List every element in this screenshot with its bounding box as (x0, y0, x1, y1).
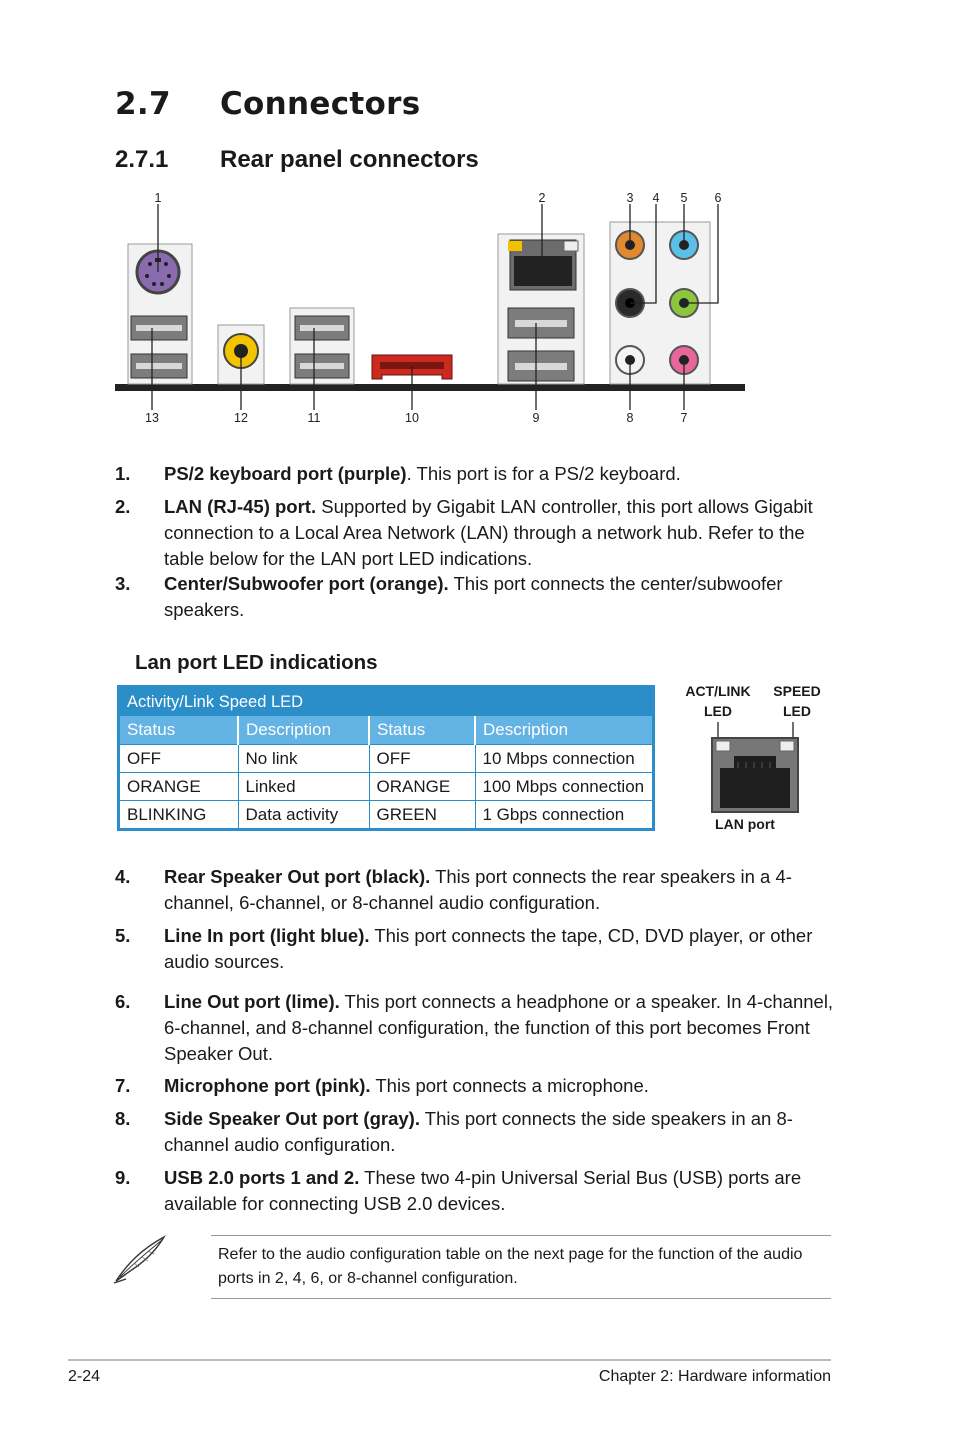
table-cell: No link (238, 745, 369, 773)
list-item-title: Side Speaker Out port (gray). (164, 1108, 420, 1129)
lan-port-figure (680, 680, 830, 840)
table-row (119, 801, 654, 830)
list-item (115, 1165, 835, 1217)
table-header: Description (475, 716, 654, 745)
section-title: Connectors (220, 86, 421, 122)
callout-1: 1 (154, 191, 162, 205)
speed-label-led: LED (783, 703, 811, 719)
list-item-title: Center/Subwoofer port (orange). (164, 573, 449, 594)
table-cell: GREEN (369, 801, 475, 830)
table-row (119, 745, 654, 773)
list-item-title: Microphone port (pink). (164, 1075, 371, 1096)
list-item (115, 923, 835, 975)
callout-12: 12 (234, 411, 248, 425)
list-item-text: This port connects the center/subwoofer speakers. (164, 573, 783, 620)
list-item-number: 9. (115, 1167, 131, 1188)
list-item (115, 461, 835, 487)
list-item (115, 864, 835, 916)
table-cell: 100 Mbps connection (475, 773, 654, 801)
callout-13: 13 (145, 411, 159, 425)
table-cell: OFF (119, 745, 239, 773)
list-item-text: This port connects the tape, CD, DVD player, or other audio sources. (164, 925, 813, 972)
list-item-number: 6. (115, 991, 131, 1012)
note-bottom-rule (211, 1298, 831, 1299)
subsection-heading (115, 146, 479, 174)
table-row (119, 773, 654, 801)
list-item (115, 571, 835, 623)
table-cell: Linked (238, 773, 369, 801)
list-item-number: 7. (115, 1075, 131, 1096)
callout-3: 3 (626, 191, 634, 205)
subsection-number: 2.7.1 (115, 146, 169, 173)
list-item-number: 2. (115, 496, 131, 517)
table-cell: 1 Gbps connection (475, 801, 654, 830)
table-cell: ORANGE (119, 773, 239, 801)
list-item-title: USB 2.0 ports 1 and 2. (164, 1167, 360, 1188)
led-indication-table (117, 685, 655, 831)
list-item-title: Rear Speaker Out port (black). (164, 866, 431, 887)
callout-11: 11 (307, 411, 321, 425)
led-section-title: Lan port LED indications (135, 651, 378, 674)
callout-8: 8 (626, 411, 634, 425)
list-item-text: This port connects a microphone. (370, 1075, 649, 1096)
callout-2: 2 (538, 191, 546, 205)
speed-label: SPEED (773, 683, 821, 699)
table-header: Status (369, 716, 475, 745)
table-cell: Data activity (238, 801, 369, 830)
table-cell: OFF (369, 745, 475, 773)
section-heading (115, 86, 420, 122)
list-item-title: LAN (RJ-45) port. (164, 496, 317, 517)
list-item-text: . This port is for a PS/2 keyboard. (406, 463, 681, 484)
list-item-title: Line Out port (lime). (164, 991, 340, 1012)
note-text: Refer to the audio configuration table on the next page for the function of the audio ports in 2, 4, 6, or 8-channel configuration. (218, 1246, 803, 1287)
list-item-number: 8. (115, 1108, 131, 1129)
rear-panel-diagram (110, 188, 750, 428)
list-item (115, 1106, 835, 1158)
table-cell: 10 Mbps connection (475, 745, 654, 773)
callout-6: 6 (714, 191, 722, 205)
table-caption: Activity/Link Speed LED (119, 687, 654, 717)
list-item (115, 1073, 835, 1099)
list-item-text: This port connects the rear speakers in a 4-channel, 6-channel, or 8-channel audio configuration. (164, 866, 792, 913)
list-item-text: This port connects the side speakers in an 8-channel audio configuration. (164, 1108, 793, 1155)
callout-5: 5 (680, 191, 688, 205)
list-item-title: Line In port (light blue). (164, 925, 370, 946)
table-header: Description (238, 716, 369, 745)
note-top-rule (211, 1235, 831, 1236)
list-item (115, 989, 835, 1067)
act-link-label: ACT/LINK (685, 683, 751, 699)
list-item-text: This port connects a headphone or a speaker. In 4-channel, 6-channel, and 8-channel configuration, the function of this port becomes Front Speaker Out. (164, 991, 834, 1064)
act-link-led (716, 741, 730, 751)
page-number: 2-24 (68, 1368, 101, 1385)
table-cell: BLINKING (119, 801, 239, 830)
table-header: Status (119, 716, 239, 745)
list-item (115, 494, 835, 572)
pen-note-icon (112, 1233, 170, 1285)
subsection-title: Rear panel connectors (220, 146, 479, 173)
list-item-text: These two 4-pin Universal Serial Bus (USB) ports are available for connecting USB 2.0 devices. (164, 1167, 802, 1214)
list-item-number: 5. (115, 925, 131, 946)
list-item-number: 1. (115, 463, 131, 484)
callout-10: 10 (405, 411, 419, 425)
footer-rule (68, 1359, 831, 1361)
panel-base-bar (115, 384, 745, 391)
act-link-label-led: LED (704, 703, 732, 719)
list-item-text: Supported by Gigabit LAN controller, this port allows Gigabit connection to a Local Area Network (LAN) through a network hub. Refer to the table below for the LAN port LED indications. (164, 496, 813, 569)
list-item-number: 4. (115, 866, 131, 887)
callout-4: 4 (652, 191, 660, 205)
callout-9: 9 (532, 411, 540, 425)
section-number: 2.7 (115, 86, 171, 122)
callout-7: 7 (680, 411, 688, 425)
table-cell: ORANGE (369, 773, 475, 801)
list-item-title: PS/2 keyboard port (purple) (164, 463, 407, 484)
list-item-number: 3. (115, 573, 131, 594)
lan-port-label: LAN port (715, 816, 775, 832)
speed-led (780, 741, 794, 751)
chapter-title: Chapter 2: Hardware information (598, 1368, 831, 1385)
